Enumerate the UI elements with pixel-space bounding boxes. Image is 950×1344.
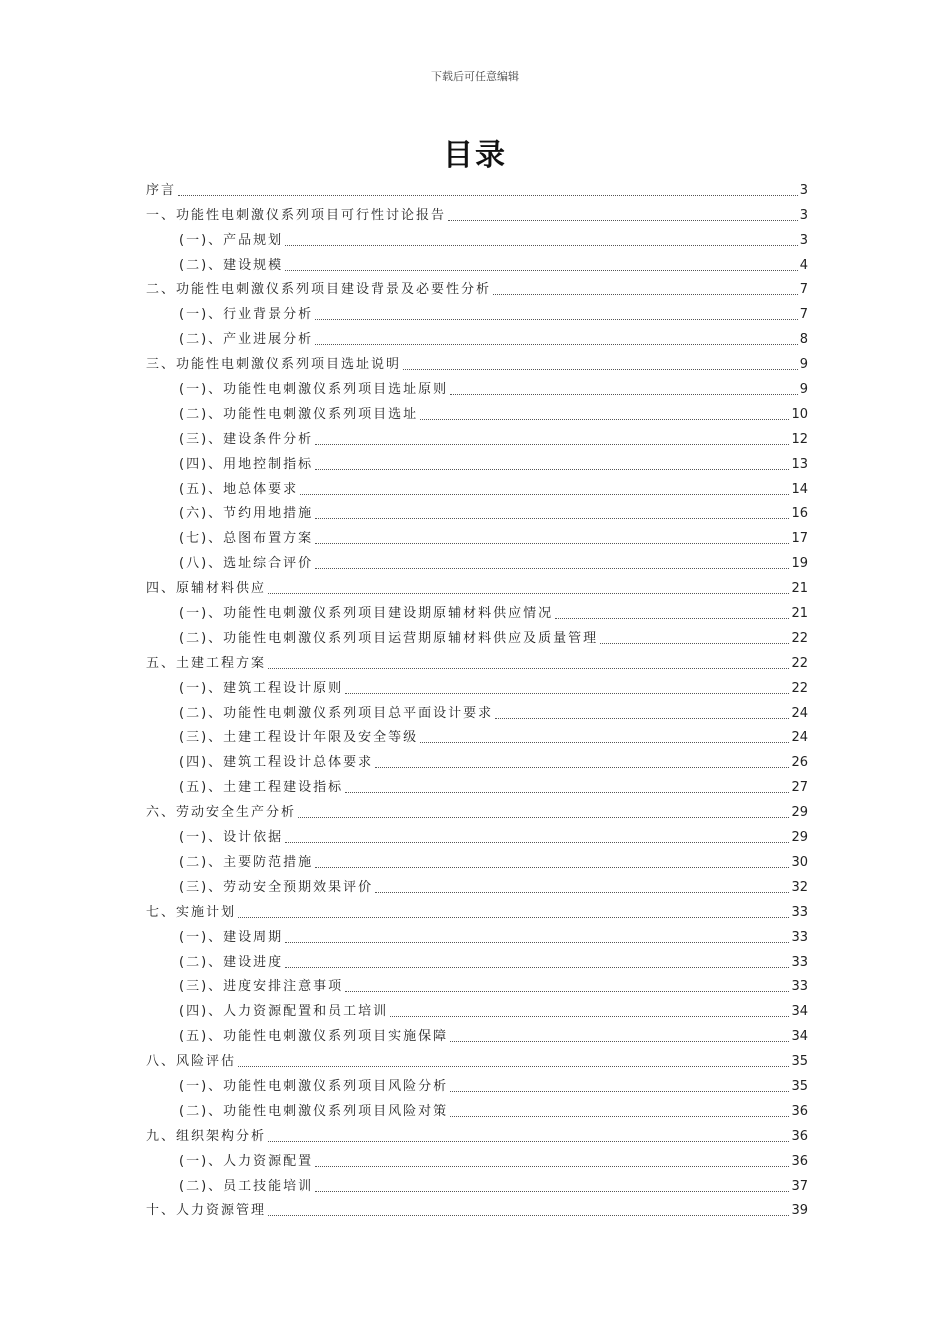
page-header: 下载后可任意编辑: [431, 70, 519, 83]
toc-entry-label: (一)、功能性电刺激仪系列项目建设期原辅材料供应情况: [179, 606, 554, 622]
toc-entry-page-number: 33: [791, 954, 808, 970]
toc-entry-page-number: 10: [791, 406, 808, 422]
toc-entry[interactable]: [146, 298, 808, 323]
toc-entry[interactable]: [146, 746, 808, 771]
toc-entry[interactable]: [146, 896, 808, 921]
toc-entry[interactable]: [146, 174, 808, 199]
toc-entry-label: (二)、功能性电刺激仪系列项目总平面设计要求: [179, 705, 494, 721]
toc-entry-label: (四)、建筑工程设计总体要求: [179, 755, 374, 771]
toc-dot-leader: [315, 468, 789, 470]
toc-dot-leader: [315, 1190, 789, 1192]
toc-dot-leader: [375, 891, 789, 893]
toc-dot-leader: [285, 966, 789, 968]
toc-entry-page-number: 9: [799, 357, 808, 373]
page-title: 目录: [443, 138, 507, 173]
toc-entry-label: (二)、功能性电刺激仪系列项目运营期原辅材料供应及质量管理: [179, 630, 599, 646]
toc-entry[interactable]: [146, 1020, 808, 1045]
toc-entry-label: 序言: [146, 182, 177, 198]
toc-entry-page-number: 14: [791, 481, 808, 497]
toc-entry-label: (五)、土建工程建设指标: [179, 780, 344, 796]
toc-entry-label: (三)、进度安排注意事项: [179, 979, 344, 995]
toc-entry[interactable]: [146, 871, 808, 896]
toc-entry-label: 十、人力资源管理: [146, 1203, 267, 1219]
toc-entry-label: (一)、设计依据: [179, 830, 284, 846]
toc-dot-leader: [285, 244, 798, 246]
toc-entry[interactable]: [146, 672, 808, 697]
toc-entry[interactable]: [146, 274, 808, 299]
toc-dot-leader: [268, 592, 789, 594]
toc-entry-label: 一、功能性电刺激仪系列项目可行性讨论报告: [146, 207, 447, 223]
toc-entry-label: 三、功能性电刺激仪系列项目选址说明: [146, 357, 402, 373]
toc-entry[interactable]: [146, 224, 808, 249]
toc-entry[interactable]: [146, 1120, 808, 1145]
toc-dot-leader: [345, 791, 789, 793]
toc-dot-leader: [315, 1165, 789, 1167]
toc-entry-page-number: 12: [791, 431, 808, 447]
toc-dot-leader: [315, 542, 789, 544]
toc-entry-page-number: 13: [791, 456, 808, 472]
toc-dot-leader: [420, 418, 789, 420]
toc-entry[interactable]: [146, 846, 808, 871]
toc-entry[interactable]: [146, 572, 808, 597]
toc-dot-leader: [285, 269, 798, 271]
toc-dot-leader: [285, 941, 789, 943]
toc-entry-label: (一)、产品规划: [179, 232, 284, 248]
toc-entry-page-number: 24: [791, 730, 808, 746]
toc-entry-page-number: 35: [791, 1078, 808, 1094]
toc-dot-leader: [268, 1140, 789, 1142]
toc-entry-page-number: 22: [791, 655, 808, 671]
toc-entry[interactable]: [146, 199, 808, 224]
toc-entry[interactable]: [146, 1195, 808, 1220]
toc-entry-page-number: 39: [791, 1203, 808, 1219]
toc-entry-page-number: 35: [791, 1054, 808, 1070]
toc-entry[interactable]: [146, 1070, 808, 1095]
toc-dot-leader: [268, 667, 789, 669]
toc-dot-leader: [403, 368, 798, 370]
toc-entry[interactable]: [146, 597, 808, 622]
toc-entry-label: (二)、主要防范措施: [179, 854, 314, 870]
toc-entry-page-number: 33: [791, 904, 808, 920]
toc-entry-label: (二)、功能性电刺激仪系列项目风险对策: [179, 1103, 449, 1119]
toc-dot-leader: [315, 517, 789, 519]
toc-entry[interactable]: [146, 1170, 808, 1195]
toc-dot-leader: [285, 841, 789, 843]
toc-entry-page-number: 21: [791, 606, 808, 622]
toc-entry[interactable]: [146, 373, 808, 398]
toc-entry[interactable]: [146, 647, 808, 672]
toc-entry-page-number: 34: [791, 1029, 808, 1045]
toc-entry-label: (三)、劳动安全预期效果评价: [179, 879, 374, 895]
toc-entry-page-number: 24: [791, 705, 808, 721]
toc-entry-page-number: 37: [791, 1178, 808, 1194]
toc-dot-leader: [315, 567, 789, 569]
toc-entry[interactable]: [146, 448, 808, 473]
toc-entry-label: (五)、功能性电刺激仪系列项目实施保障: [179, 1029, 449, 1045]
toc-entry-label: (八)、选址综合评价: [179, 556, 314, 572]
toc-entry[interactable]: [146, 1095, 808, 1120]
toc-entry-page-number: 27: [791, 780, 808, 796]
toc-entry[interactable]: [146, 622, 808, 647]
toc-entry-label: 八、风险评估: [146, 1054, 237, 1070]
toc-entry[interactable]: [146, 249, 808, 274]
toc-entry-label: (二)、功能性电刺激仪系列项目选址: [179, 406, 419, 422]
toc-dot-leader: [268, 1214, 789, 1216]
toc-entry[interactable]: [146, 473, 808, 498]
toc-entry-label: 四、原辅材料供应: [146, 581, 267, 597]
toc-dot-leader: [315, 866, 789, 868]
toc-dot-leader: [495, 717, 789, 719]
toc-entry-label: 五、土建工程方案: [146, 655, 267, 671]
toc-entry[interactable]: [146, 323, 808, 348]
toc-dot-leader: [450, 1040, 789, 1042]
toc-entry-page-number: 9: [799, 382, 808, 398]
toc-entry[interactable]: [146, 348, 808, 373]
toc-entry[interactable]: [146, 498, 808, 523]
toc-entry-label: (三)、建设条件分析: [179, 431, 314, 447]
toc-entry-page-number: 34: [791, 1004, 808, 1020]
toc-entry-label: (五)、地总体要求: [179, 481, 299, 497]
toc-entry[interactable]: [146, 1045, 808, 1070]
toc-entry-label: (三)、土建工程设计年限及安全等级: [179, 730, 419, 746]
toc-entry-label: (二)、员工技能培训: [179, 1178, 314, 1194]
toc-entry-label: (二)、建设进度: [179, 954, 284, 970]
toc-entry[interactable]: [146, 995, 808, 1020]
toc-entry-page-number: 33: [791, 979, 808, 995]
toc-entry-page-number: 7: [799, 307, 808, 323]
toc-entry-page-number: 36: [791, 1128, 808, 1144]
toc-dot-leader: [555, 617, 789, 619]
toc-entry-page-number: 36: [791, 1153, 808, 1169]
toc-entry-label: (四)、人力资源配置和员工培训: [179, 1004, 389, 1020]
toc-entry[interactable]: [146, 921, 808, 946]
toc-dot-leader: [420, 741, 789, 743]
toc-entry-page-number: 29: [791, 830, 808, 846]
toc-dot-leader: [315, 318, 798, 320]
toc-entry[interactable]: [146, 971, 808, 996]
toc-entry[interactable]: [146, 423, 808, 448]
toc-entry-page-number: 33: [791, 929, 808, 945]
toc-dot-leader: [238, 916, 789, 918]
toc-dot-leader: [375, 766, 789, 768]
toc-entry-label: (七)、总图布置方案: [179, 531, 314, 547]
toc-dot-leader: [448, 219, 798, 221]
toc-entry-page-number: 3: [799, 182, 808, 198]
toc-entry[interactable]: [146, 697, 808, 722]
toc-entry-page-number: 26: [791, 755, 808, 771]
toc-entry[interactable]: [146, 946, 808, 971]
toc-entry-label: (一)、人力资源配置: [179, 1153, 314, 1169]
toc-dot-leader: [300, 493, 789, 495]
toc-entry-page-number: 16: [791, 506, 808, 522]
toc-entry-page-number: 7: [799, 282, 808, 298]
toc-entry[interactable]: [146, 522, 808, 547]
toc-dot-leader: [390, 1015, 789, 1017]
toc-dot-leader: [493, 293, 798, 295]
toc-entry-label: (一)、行业背景分析: [179, 307, 314, 323]
toc-entry-label: (二)、建设规模: [179, 257, 284, 273]
toc-dot-leader: [345, 692, 789, 694]
toc-dot-leader: [345, 990, 789, 992]
table-of-contents: [146, 174, 808, 1219]
toc-entry[interactable]: [146, 771, 808, 796]
toc-entry-page-number: 19: [791, 556, 808, 572]
toc-entry[interactable]: [146, 722, 808, 747]
toc-entry[interactable]: [146, 821, 808, 846]
toc-entry-label: (一)、功能性电刺激仪系列项目选址原则: [179, 382, 449, 398]
toc-entry-label: (一)、功能性电刺激仪系列项目风险分析: [179, 1078, 449, 1094]
toc-entry-page-number: 3: [799, 207, 808, 223]
toc-entry-label: (一)、建筑工程设计原则: [179, 680, 344, 696]
toc-entry-label: (六)、节约用地措施: [179, 506, 314, 522]
toc-entry-label: 二、功能性电刺激仪系列项目建设背景及必要性分析: [146, 282, 492, 298]
toc-entry-label: 七、实施计划: [146, 904, 237, 920]
toc-entry[interactable]: [146, 1145, 808, 1170]
toc-dot-leader: [450, 1115, 789, 1117]
toc-entry-page-number: 17: [791, 531, 808, 547]
toc-entry-page-number: 4: [799, 257, 808, 273]
toc-entry-page-number: 22: [791, 630, 808, 646]
toc-entry-page-number: 21: [791, 581, 808, 597]
toc-entry[interactable]: [146, 398, 808, 423]
toc-entry-label: (四)、用地控制指标: [179, 456, 314, 472]
toc-entry-label: 六、劳动安全生产分析: [146, 805, 297, 821]
toc-dot-leader: [450, 393, 798, 395]
toc-entry-page-number: 22: [791, 680, 808, 696]
toc-dot-leader: [600, 642, 789, 644]
toc-entry-page-number: 29: [791, 805, 808, 821]
toc-dot-leader: [178, 194, 798, 196]
toc-dot-leader: [298, 816, 789, 818]
toc-dot-leader: [238, 1065, 789, 1067]
toc-entry-page-number: 3: [799, 232, 808, 248]
toc-entry-label: (二)、产业进展分析: [179, 332, 314, 348]
toc-entry-page-number: 8: [799, 332, 808, 348]
toc-dot-leader: [450, 1090, 789, 1092]
toc-entry-page-number: 30: [791, 854, 808, 870]
toc-dot-leader: [315, 343, 798, 345]
toc-entry-label: (一)、建设周期: [179, 929, 284, 945]
toc-entry-page-number: 36: [791, 1103, 808, 1119]
toc-entry-page-number: 32: [791, 879, 808, 895]
toc-entry-label: 九、组织架构分析: [146, 1128, 267, 1144]
toc-dot-leader: [315, 443, 789, 445]
toc-entry[interactable]: [146, 796, 808, 821]
toc-entry[interactable]: [146, 547, 808, 572]
